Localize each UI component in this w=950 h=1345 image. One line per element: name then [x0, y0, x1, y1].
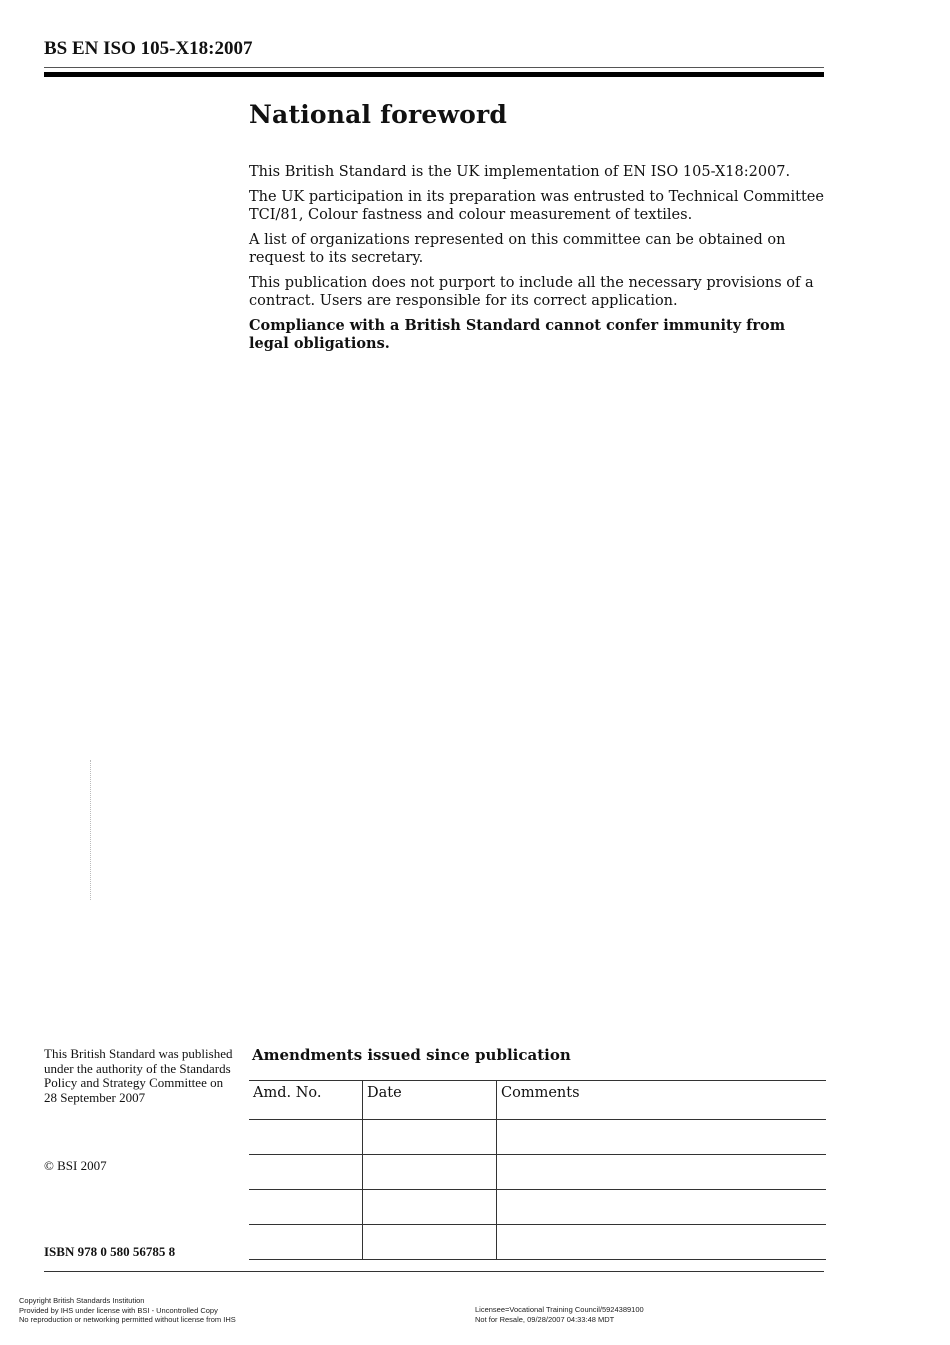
- footer-rule: [44, 1271, 824, 1272]
- table-cell: [249, 1155, 363, 1190]
- table-cell: [497, 1190, 827, 1225]
- table-header-row: [249, 1081, 826, 1120]
- margin-marks: [90, 760, 97, 900]
- paragraph: This publication does not purport to include all the necessary provisions of a contract. Users are responsible for its correct application.: [249, 275, 814, 309]
- table-row: [249, 1190, 826, 1225]
- page-title: National foreword: [249, 100, 508, 129]
- table-cell: [363, 1155, 497, 1190]
- column-header-date: Date: [363, 1081, 497, 1120]
- publication-note: This British Standard was published under the authority of the Standards Policy and Strategy Committee on 28 September 2007: [44, 1046, 233, 1105]
- footer-line: Provided by IHS under license with BSI - Uncontrolled Copy: [19, 1305, 218, 1315]
- amendments-table: [249, 1080, 826, 1260]
- amendments-title: Amendments issued since publication: [252, 1046, 571, 1064]
- footer-line: Licensee=Vocational Training Council/5924389100: [475, 1305, 644, 1314]
- paragraph: This British Standard is the UK implementation of EN ISO 105-X18:2007.: [249, 164, 791, 180]
- table-cell: [363, 1225, 497, 1260]
- footer-license-right: [475, 1305, 644, 1324]
- foreword-body: [249, 163, 829, 360]
- compliance-note: Compliance with a British Standard cannot confer immunity from legal obligations.: [249, 317, 786, 352]
- footer-line: No reproduction or networking permitted without license from IHS: [19, 1315, 236, 1324]
- paragraph: The UK participation in its preparation was entrusted to Technical Committee TCI/81, Colour fastness and colour measurement of textiles.: [249, 189, 824, 223]
- table-cell: [249, 1120, 363, 1155]
- footer-line: Not for Resale, 09/28/2007 04:33:48 MDT: [475, 1314, 615, 1324]
- footer-license-left: [19, 1296, 236, 1325]
- header-rule-thin: [44, 67, 824, 68]
- column-header-amd-no: Amd. No.: [249, 1081, 363, 1120]
- table-cell: [497, 1155, 827, 1190]
- column-header-comments: Comments: [497, 1081, 827, 1120]
- table-row: [249, 1155, 826, 1190]
- table-cell: [497, 1225, 827, 1260]
- table-row: [249, 1225, 826, 1260]
- header-rule-thick: [44, 72, 824, 77]
- table-cell: [363, 1190, 497, 1225]
- table-cell: [497, 1120, 827, 1155]
- table-cell: [249, 1190, 363, 1225]
- copyright-notice: © BSI 2007: [44, 1158, 107, 1173]
- table-row: [249, 1120, 826, 1155]
- table-cell: [363, 1120, 497, 1155]
- document-id: BS EN ISO 105-X18:2007: [44, 38, 253, 59]
- isbn: ISBN 978 0 580 56785 8: [44, 1244, 176, 1259]
- paragraph: A list of organizations represented on this committee can be obtained on request to its secretary.: [249, 232, 786, 266]
- footer-line: Copyright British Standards Institution: [19, 1296, 145, 1305]
- table-cell: [249, 1225, 363, 1260]
